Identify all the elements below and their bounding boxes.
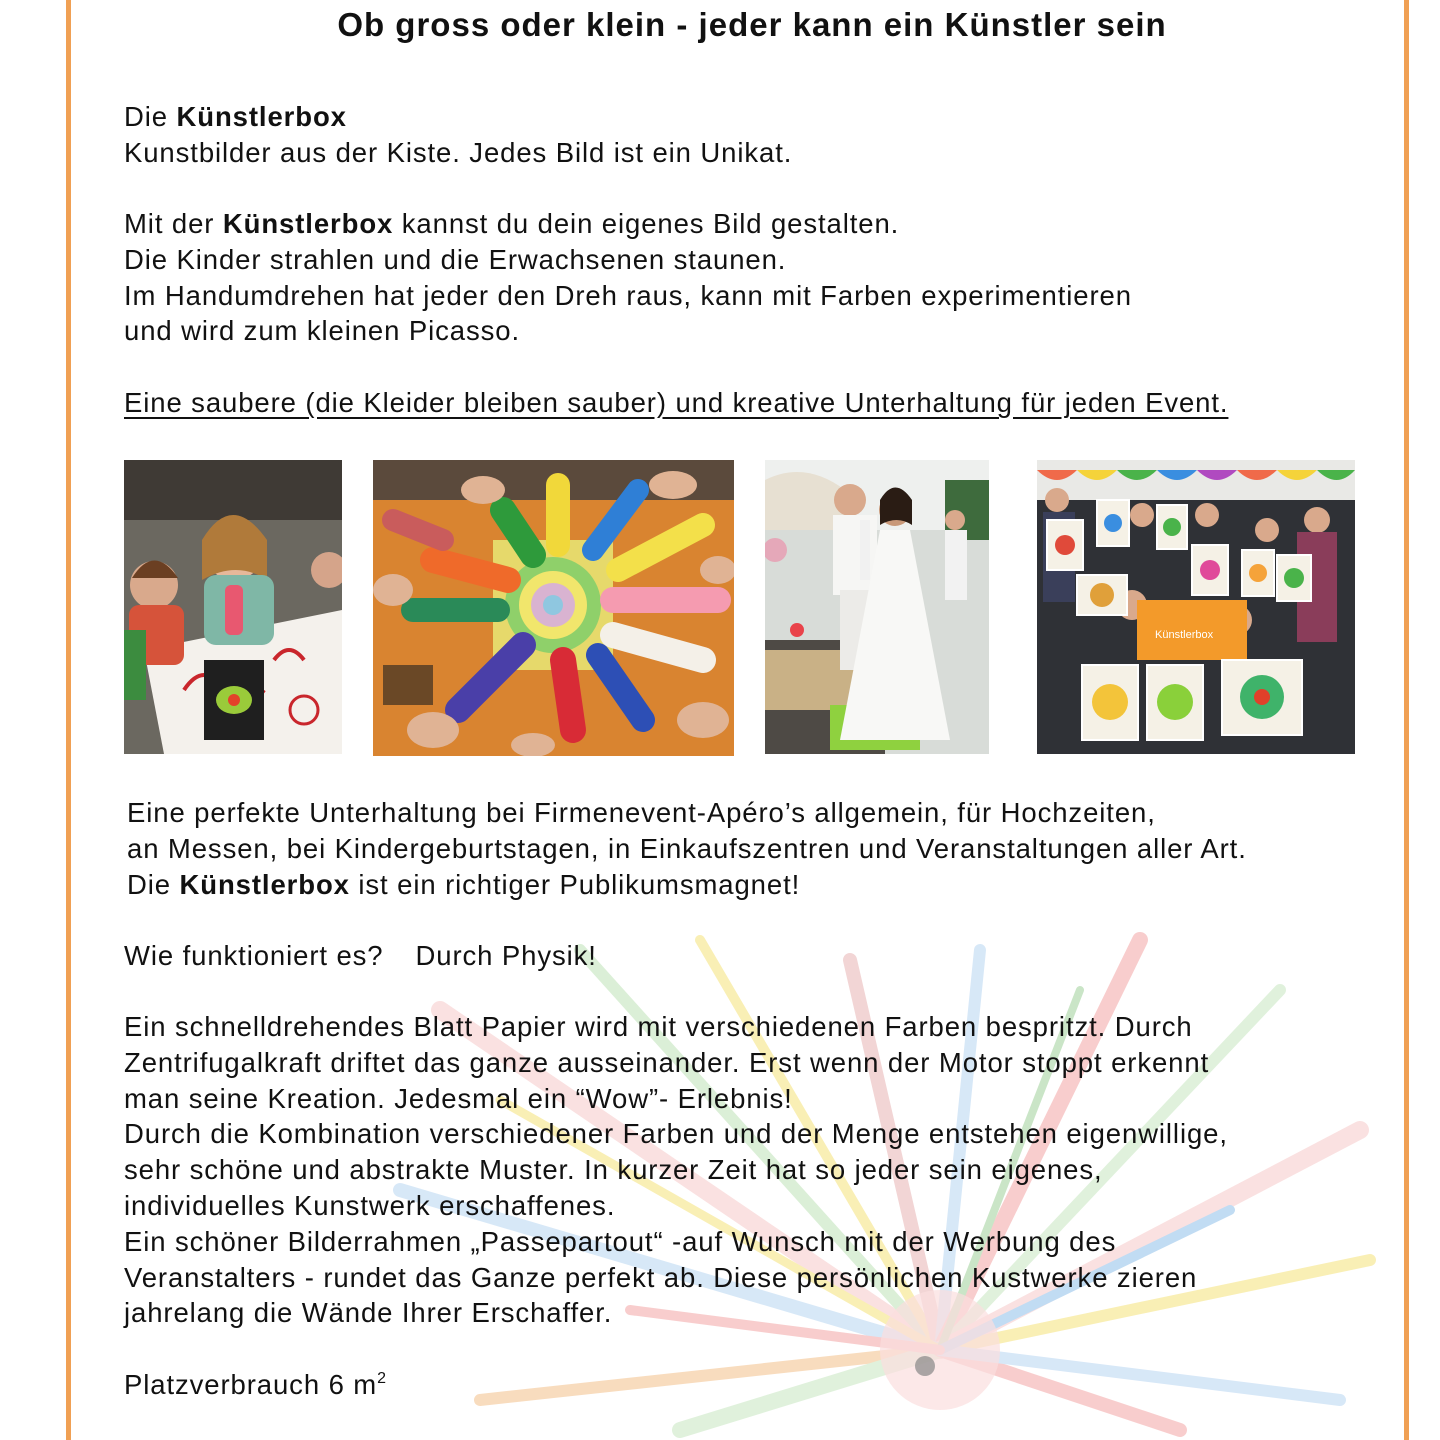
usage-block <box>127 795 1247 902</box>
space-requirement <box>124 1367 387 1403</box>
usage-suffix: ist ein richtiger Publikumsmagnet! <box>349 868 801 900</box>
usage-prefix: Die <box>127 868 180 900</box>
question-text: Wie funktioniert es? <box>124 940 384 971</box>
photo-hands-with-bottles <box>373 460 734 756</box>
answer-text: Durch Physik! <box>415 940 597 971</box>
description-line-2: Die Kinder strahlen und die Erwachsenen staunen. <box>124 243 787 275</box>
explanation-line: Veranstalters - rundet das Ganze perfekt ab. Diese persönlichen Kustwerke zieren <box>124 1261 1198 1293</box>
space-exponent: 2 <box>377 1370 387 1387</box>
explanation-line: Zentrifugalkraft driftet das ganze ausseinander. Erst wenn der Motor stoppt erkennt <box>124 1046 1210 1078</box>
usage-line-2: an Messen, bei Kindergeburtstagen, in Einkaufszentren und Veranstaltungen aller Art. <box>127 832 1247 864</box>
intro-prefix: Die <box>124 101 177 132</box>
highlight-block <box>124 385 1228 421</box>
intro-line <box>124 99 792 135</box>
usage-line-1: Eine perfekte Unterhaltung bei Firmenevent-Apéro’s allgemein, für Hochzeiten, <box>127 797 1156 828</box>
question-line <box>124 938 597 974</box>
explanation-line: individuelles Kunstwerk erschaffenes. <box>124 1189 616 1221</box>
orange-frame-left <box>66 0 71 1440</box>
description-block <box>124 206 1132 349</box>
description-line-1 <box>124 206 1132 242</box>
description-prefix: Mit der <box>124 208 223 239</box>
intro-block <box>124 99 792 171</box>
explanation-line: jahrelang die Wände Ihrer Erschaffer. <box>124 1297 613 1329</box>
explanation-block <box>124 1009 1228 1331</box>
explanation-line: Ein schnelldrehendes Blatt Papier wird mit verschiedenen Farben bespritzt. Durch <box>124 1011 1193 1042</box>
question-block <box>124 938 597 974</box>
photo-wedding-couple <box>765 460 989 754</box>
explanation-line: sehr schöne und abstrakte Muster. In kurzer Zeit hat so jeder sein eigenes, <box>124 1154 1103 1186</box>
highlight-underlined: Eine saubere (die Kleider bleiben sauber) und kreative Unterhaltung für jeden Event. <box>124 387 1229 418</box>
brand-name: Künstlerbox <box>222 208 394 239</box>
brand-name: Künstlerbox <box>179 868 350 900</box>
photo-child-painting <box>124 460 342 754</box>
explanation-line: man seine Kreation. Jedesmal ein “Wow”- Erlebnis! <box>124 1082 793 1114</box>
usage-line-3 <box>127 867 1247 903</box>
explanation-line: Durch die Kombination verschiedener Farben und der Menge entstehen eigenwillige, <box>124 1118 1228 1150</box>
photo-children-with-artworks <box>1037 460 1355 754</box>
page-title: Ob gross oder klein - jeder kann ein Künstler sein <box>337 6 1167 43</box>
orange-frame-right <box>1404 0 1409 1440</box>
explanation-line: Ein schöner Bilderrahmen „Passepartout“ -auf Wunsch mit der Werbung des <box>124 1225 1117 1257</box>
intro-tagline: Kunstbilder aus der Kiste. Jedes Bild ist ein Unikat. <box>124 136 793 168</box>
description-suffix: kannst du dein eigenes Bild gestalten. <box>393 208 900 239</box>
space-line <box>124 1367 387 1403</box>
description-line-4: und wird zum kleinen Picasso. <box>124 315 520 347</box>
description-line-3: Im Handumdrehen hat jeder den Dreh raus, kann mit Farben experimentieren <box>124 279 1132 311</box>
space-label: Platzverbrauch 6 m <box>124 1369 378 1400</box>
booth-label: Künstlerbox <box>1155 629 1214 641</box>
brand-name: Künstlerbox <box>176 101 347 132</box>
